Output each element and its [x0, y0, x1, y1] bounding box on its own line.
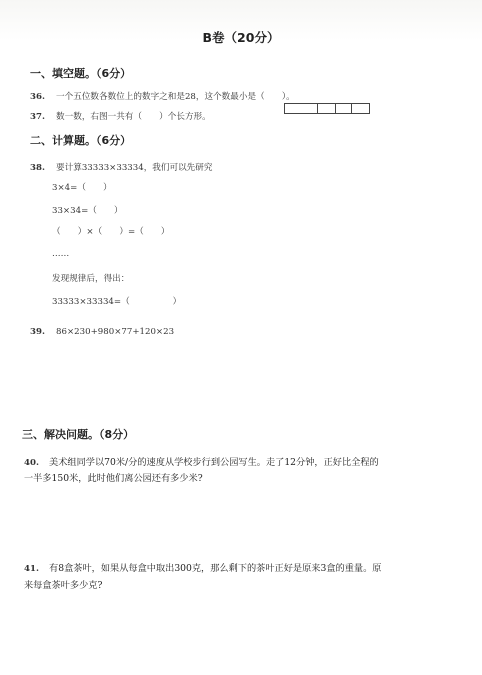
question-text: 86×230+980×77+120×23	[56, 327, 175, 337]
question-37	[30, 104, 211, 123]
question-text: 要计算33333×33334，我们可以先研究	[56, 163, 213, 173]
question-number: 40.	[24, 458, 39, 468]
question-number: 41.	[24, 564, 39, 574]
q38-step-1: 3×4=（ ）	[52, 183, 112, 193]
question-39	[30, 319, 174, 338]
section-fill-blank-heading: 一、填空题。（6分）	[30, 67, 132, 80]
question-number: 39.	[30, 327, 45, 337]
question-number: 36.	[30, 92, 45, 102]
q38-conclusion: 发现规律后，得出：	[52, 274, 130, 284]
rectangle-cell	[317, 104, 336, 113]
rectangle-figure	[284, 103, 370, 114]
q38-step-2: 33×34=（ ）	[52, 206, 123, 216]
rectangle-cell	[335, 104, 352, 113]
page-title: B卷（20分）	[202, 30, 280, 45]
question-38	[30, 155, 212, 174]
question-number: 37.	[30, 112, 45, 122]
q38-ellipsis: ……	[52, 249, 70, 259]
question-number: 38.	[30, 163, 45, 173]
q38-step-3: （ ）×（ ）=（ ）	[52, 227, 170, 237]
question-36	[30, 84, 295, 103]
question-41	[24, 556, 381, 575]
q38-answer-line: 33333×33334=（ ）	[52, 297, 182, 307]
section-calc-heading: 二、计算题。（6分）	[30, 134, 132, 147]
question-41-line-2: 来每盒茶叶多少克?	[24, 580, 103, 591]
question-40-line-2: 一半多150米，此时他们离公园还有多少米?	[24, 473, 203, 484]
question-40	[24, 450, 379, 469]
rectangle-cell	[285, 104, 318, 113]
question-text: 一个五位数各数位上的数字之和是28，这个数最小是（ ）。	[56, 92, 295, 102]
question-text-line-1: 美术组同学以70米/分的速度从学校步行到公园写生。走了12分钟，正好比全程的	[49, 457, 379, 468]
section-solve-heading: 三、解决问题。（8分）	[22, 428, 135, 441]
question-text-line-1: 有8盒茶叶，如果从每盒中取出300克，那么剩下的茶叶正好是原来3盒的重量。原	[49, 563, 382, 574]
question-text: 数一数，右图一共有（ ）个长方形。	[56, 112, 211, 122]
